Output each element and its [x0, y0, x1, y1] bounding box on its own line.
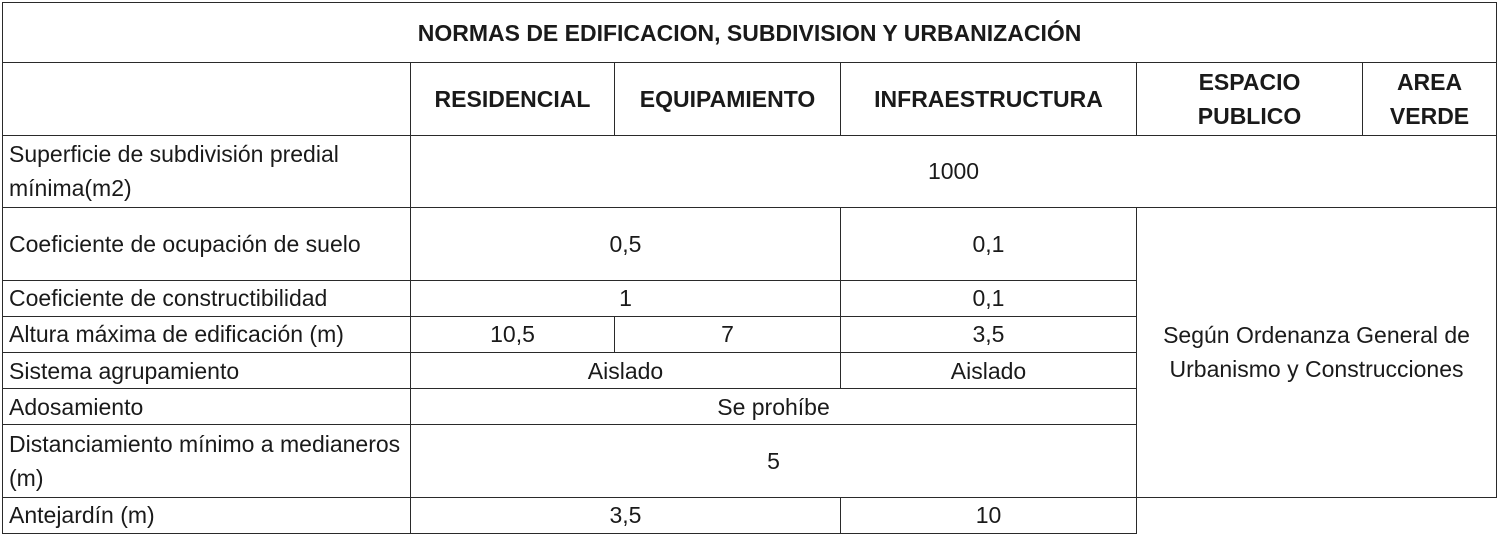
row-label-agrupamiento: Sistema agrupamiento: [3, 352, 411, 388]
value-altura-residencial: 10,5: [411, 316, 615, 352]
row-label-altura: Altura máxima de edificación (m): [3, 316, 411, 352]
value-agrupamiento-infra: Aislado: [841, 352, 1137, 388]
value-altura-infra: 3,5: [841, 316, 1137, 352]
value-altura-equipamiento: 7: [615, 316, 841, 352]
value-constructibilidad-res-eq: 1: [411, 280, 841, 316]
header-row: [3, 63, 1497, 135]
norms-table: [2, 2, 1497, 534]
header-empty-cell: [3, 63, 411, 135]
header-infraestructura: INFRAESTRUCTURA: [841, 63, 1137, 135]
ordenanza-note: Según Ordenanza General de Urbanismo y Construcciones: [1137, 208, 1497, 498]
header-equipamiento: EQUIPAMIENTO: [615, 63, 841, 135]
value-agrupamiento-res-eq: Aislado: [411, 352, 841, 388]
header-residencial: RESIDENCIAL: [411, 63, 615, 135]
value-antejardin-res-eq: 3,5: [411, 497, 841, 533]
value-antejardin-infra: 10: [841, 497, 1137, 533]
value-ocupacion-res-eq: 0,5: [411, 208, 841, 280]
value-constructibilidad-infra: 0,1: [841, 280, 1137, 316]
table-title: NORMAS DE EDIFICACION, SUBDIVISION Y URBANIZACIÓN: [3, 3, 1497, 63]
header-area-verde: AREA VERDE: [1363, 63, 1497, 135]
table-row: [3, 135, 1497, 207]
row-label-constructibilidad: Coeficiente de constructibilidad: [3, 280, 411, 316]
table-row: [3, 208, 1497, 280]
value-distanciamiento: 5: [411, 425, 1137, 497]
value-ocupacion-infra: 0,1: [841, 208, 1137, 280]
row-label-superficie: Superficie de subdivisión predial mínima(m2): [3, 135, 411, 207]
value-superficie: 1000: [411, 135, 1497, 207]
title-row: [3, 3, 1497, 63]
row-label-antejardin: Antejardín (m): [3, 497, 411, 533]
value-adosamiento: Se prohíbe: [411, 389, 1137, 425]
row-label-distanciamiento: Distanciamiento mínimo a medianeros (m): [3, 425, 411, 497]
row-label-ocupacion: Coeficiente de ocupación de suelo: [3, 208, 411, 280]
header-espacio-publico: ESPACIO PUBLICO: [1137, 63, 1363, 135]
table-row: [3, 497, 1497, 533]
row-label-adosamiento: Adosamiento: [3, 389, 411, 425]
